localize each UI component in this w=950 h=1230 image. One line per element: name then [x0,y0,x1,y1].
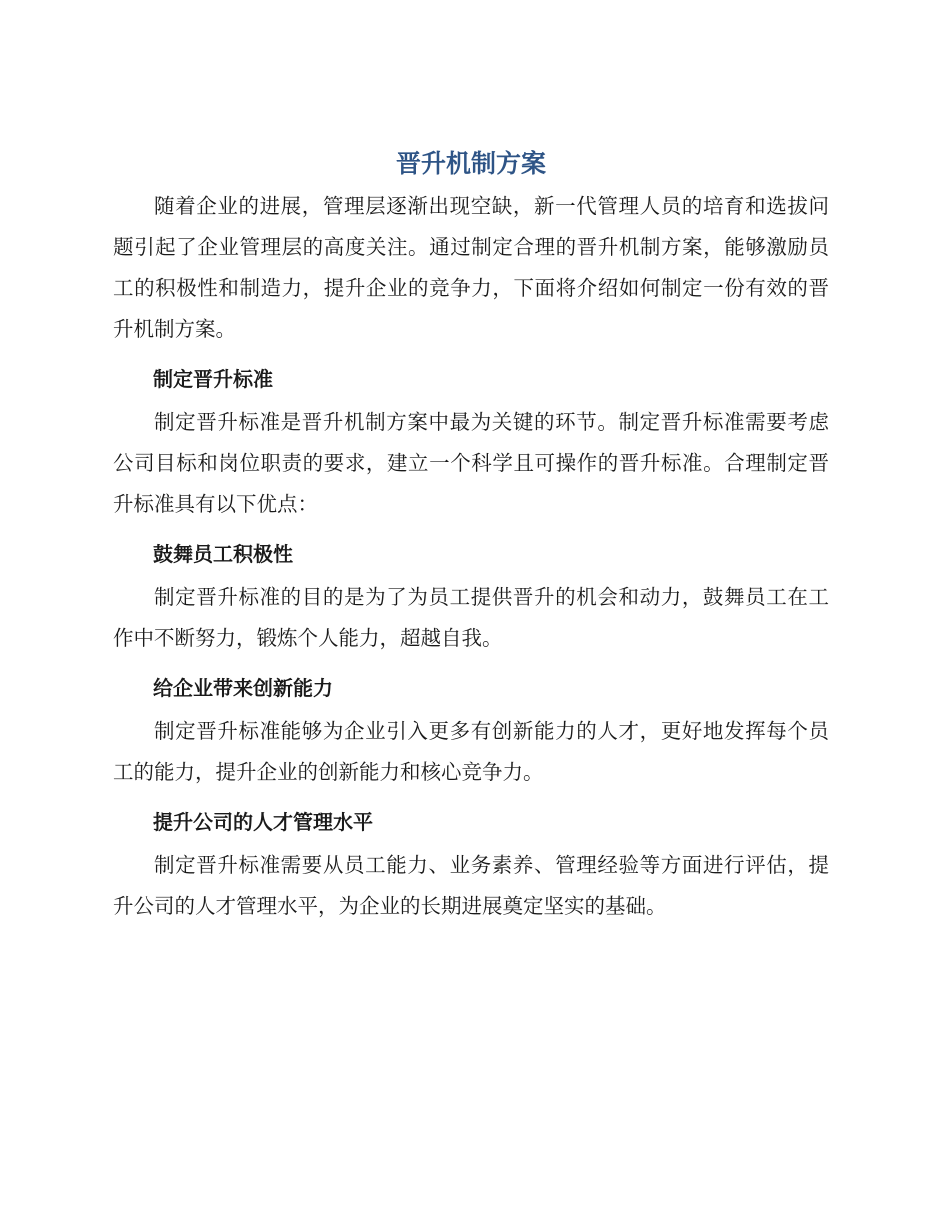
document-title: 晋升机制方案 [395,149,546,178]
section-heading-talent-management: 提升公司的人才管理水平 [153,810,373,834]
section-body-motivation: 制定晋升标准的目的是为了为员工提供晋升的机会和动力，鼓舞员工在工作中不断努力，锻炼个人能力，超越自我。 [113,585,829,650]
section-heading-criteria: 制定晋升标准 [153,367,273,391]
section-heading-motivation: 鼓舞员工积极性 [153,542,293,566]
intro-paragraph: 随着企业的进展，管理层逐渐出现空缺，新一代管理人员的培育和选拔问题引起了企业管理层的高度关注。通过制定合理的晋升机制方案，能够激励员工的积极性和制造力，提升企业的竞争力，下面将介绍如何制定一份有效的晋升机制方案。 [113,194,829,341]
section-body-talent-management: 制定晋升标准需要从员工能力、业务素养、管理经验等方面进行评估，提升公司的人才管理水平，为企业的长期进展奠定坚实的基础。 [113,853,829,918]
section-body-innovation: 制定晋升标准能够为企业引入更多有创新能力的人才，更好地发挥每个员工的能力，提升企业的创新能力和核心竞争力。 [113,719,829,784]
section-heading-innovation: 给企业带来创新能力 [153,676,333,700]
section-body-criteria: 制定晋升标准是晋升机制方案中最为关键的环节。制定晋升标准需要考虑公司目标和岗位职责的要求，建立一个科学且可操作的晋升标准。合理制定晋升标准具有以下优点： [113,410,829,516]
document-page [113,146,829,927]
